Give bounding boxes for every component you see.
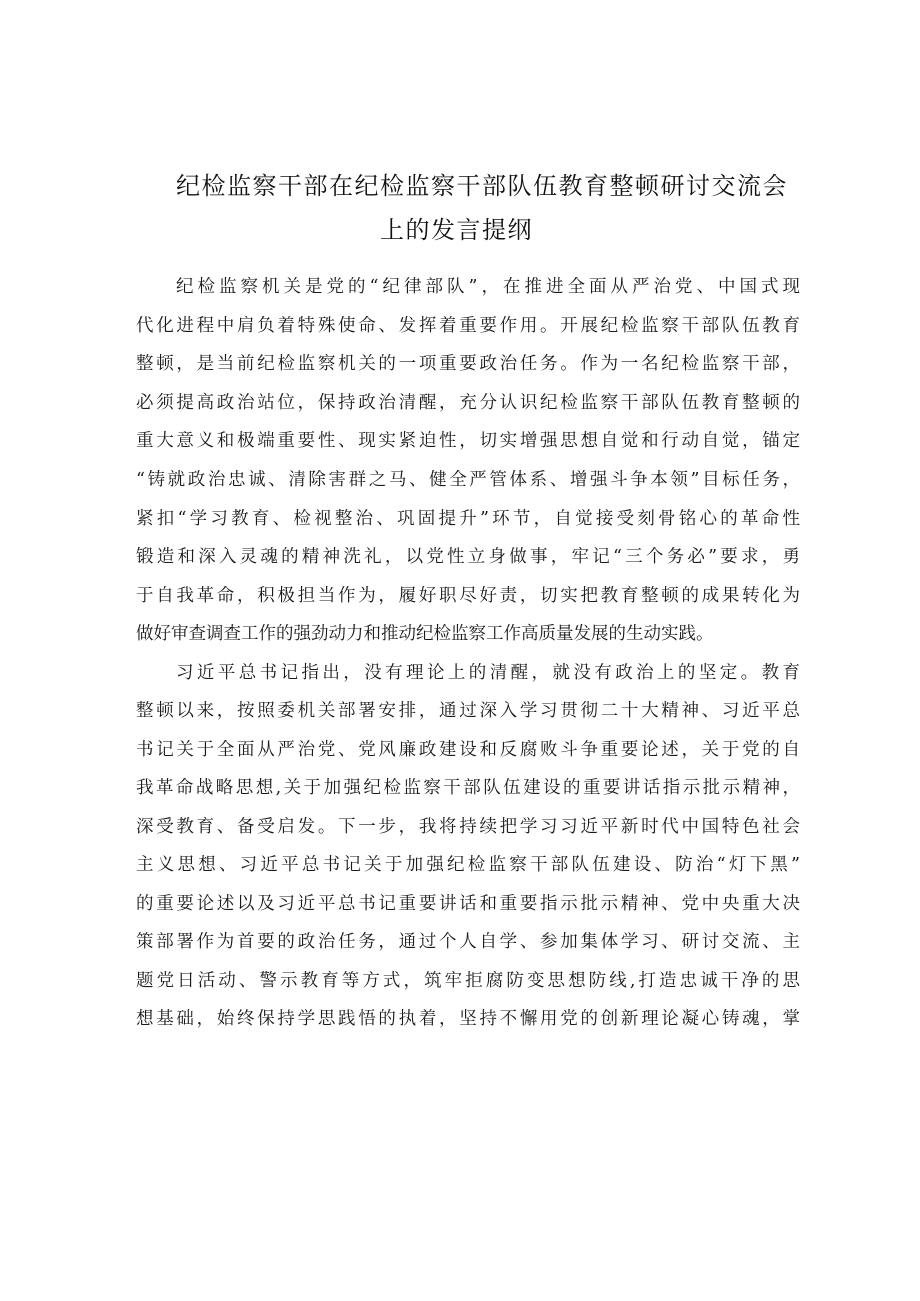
paragraph-2-line-2: 整顿以来，按照委机关部署安排，通过深入学习贯彻二十大精神、习近平总 <box>136 701 800 721</box>
paragraph-2-line-6: 主义思想、习近平总书记关于加强纪检监察干部队伍建设、防治“灯下黑” <box>136 855 800 875</box>
paragraph-1-line-3: 整顿，是当前纪检监察机关的一项重要政治任务。作为一名纪检监察干部， <box>136 354 800 374</box>
paragraph-1-line-2: 代化进程中肩负着特殊使命、发挥着重要作用。开展纪检监察干部队伍教育 <box>136 316 800 336</box>
paragraph-2-line-1: 习近平总书记指出，没有理论上的清醒，就没有政治上的坚定。教育 <box>176 663 800 683</box>
paragraph-2-line-4: 我革命战略思想,关于加强纪检监察干部队伍建设的重要讲话指示批示精神， <box>136 778 800 798</box>
paragraph-1-line-1: 纪检监察机关是党的“纪律部队”，在推进全面从严治党、中国式现 <box>176 277 800 297</box>
paragraph-2-line-3: 书记关于全面从严治党、党风廉政建设和反腐败斗争重要论述，关于党的自 <box>136 740 800 760</box>
paragraph-1-line-6: “铸就政治忠诚、清除害群之马、健全严管体系、增强斗争本领”目标任务， <box>136 470 800 490</box>
paragraph-2-line-9: 题党日活动、警示教育等方式，筑牢拒腐防变思想防线,打造忠诚干净的思 <box>136 971 800 991</box>
paragraph-1-line-8: 锻造和深入灵魂的精神洗礼，以党性立身做事，牢记“三个务必”要求，勇 <box>136 547 800 567</box>
paragraph-1-line-9: 于自我革命，积极担当作为，履好职尽好责，切实把教育整顿的成果转化为 <box>136 586 800 606</box>
paragraph-1-line-7: 紧扣“学习教育、检视整治、巩固提升”环节，自觉接受刻骨铭心的革命性 <box>136 509 800 529</box>
paragraph-1-line-5: 重大意义和极端重要性、现实紧迫性，切实增强思想自觉和行动自觉，锚定 <box>136 431 800 451</box>
paragraph-2-line-8: 策部署作为首要的政治任务，通过个人自学、参加集体学习、研讨交流、主 <box>136 932 800 952</box>
paragraph-2-line-5: 深受教育、备受启发。下一步，我将持续把学习习近平新时代中国特色社会 <box>136 817 800 837</box>
paragraph-1-line-10: 做好审查调查工作的强劲动力和推动纪检监察工作高质量发展的生动实践。 <box>136 624 714 644</box>
document-title-line-2: 上的发言提纲 <box>380 216 533 244</box>
paragraph-2-line-10: 想基础，始终保持学思践悟的执着，坚持不懈用党的创新理论凝心铸魂，掌 <box>136 1009 800 1029</box>
paragraph-2-line-7: 的重要论述以及习近平总书记重要讲话和重要指示批示精神、党中央重大决 <box>136 894 800 914</box>
paragraph-1-line-4: 必须提高政治站位，保持政治清醒，充分认识纪检监察干部队伍教育整顿的 <box>136 393 800 413</box>
document-title-line-1: 纪检监察干部在纪检监察干部队伍教育整顿研讨交流会 <box>176 172 788 200</box>
